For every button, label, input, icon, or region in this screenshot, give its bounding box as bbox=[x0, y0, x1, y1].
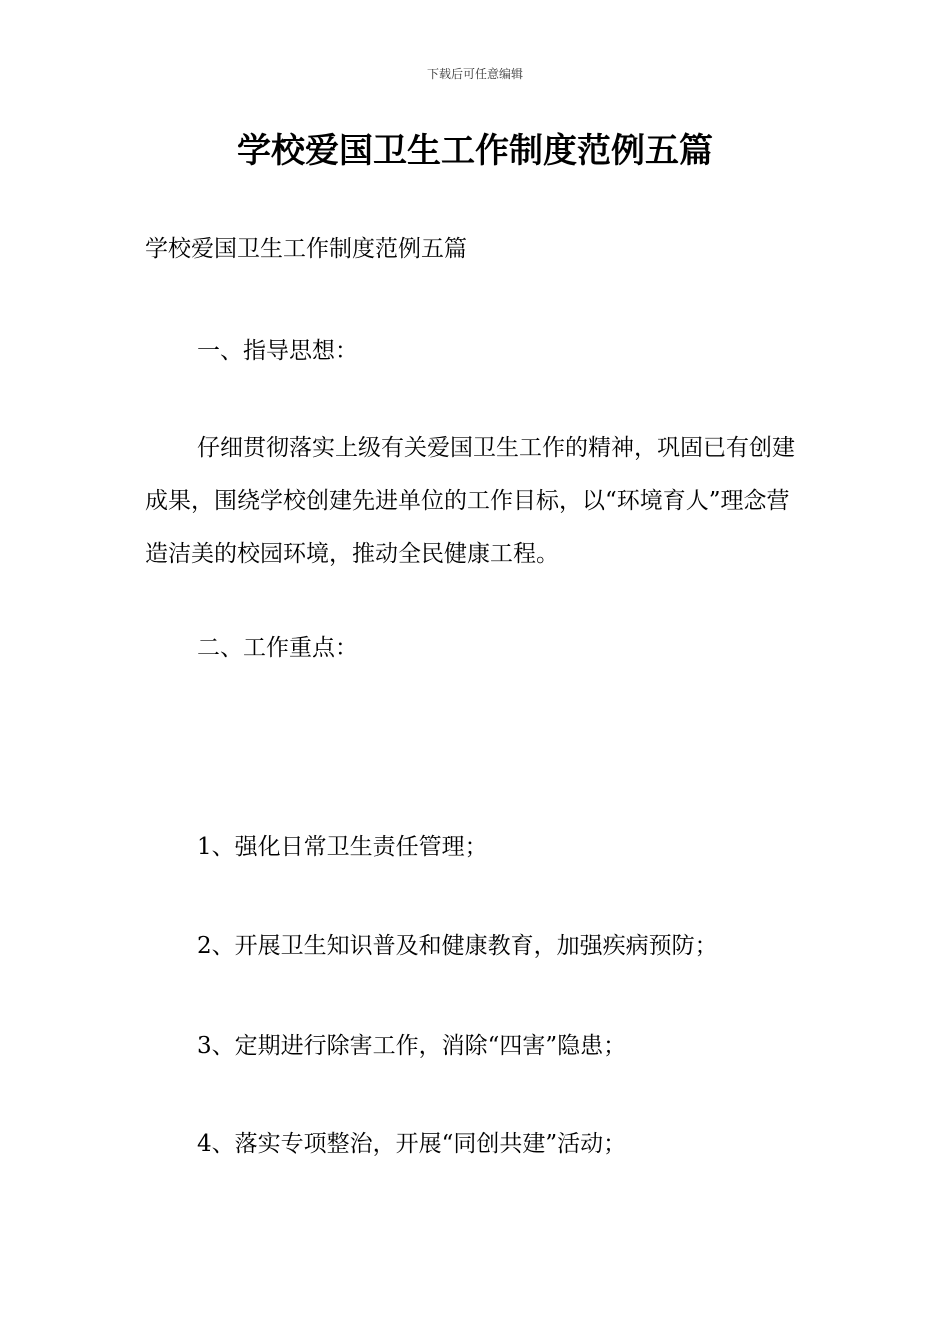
section-paragraph-guiding-ideology: 仔细贯彻落实上级有关爱国卫生工作的精神，巩固已有创建成果，围绕学校创建先进单位的工作目标，以“环境育人”理念营造洁美的校园环境，推动全民健康工程。 bbox=[145, 435, 795, 567]
header-note: 下载后可任意编辑 bbox=[426, 67, 523, 81]
section-heading-guiding-ideology: 一、指导思想： bbox=[197, 338, 358, 364]
list-item: 4、落实专项整治，开展“同创共建”活动； bbox=[197, 1131, 627, 1157]
section-heading-work-focus: 二、工作重点： bbox=[197, 635, 358, 661]
document-title: 学校爱国卫生工作制度范例五篇 bbox=[237, 131, 713, 171]
list-item: 2、开展卫生知识普及和健康教育，加强疾病预防； bbox=[197, 933, 718, 959]
document-subtitle: 学校爱国卫生工作制度范例五篇 bbox=[145, 236, 467, 262]
list-item: 1、强化日常卫生责任管理； bbox=[197, 834, 488, 860]
list-item: 3、定期进行除害工作，消除“四害”隐患； bbox=[197, 1033, 627, 1059]
